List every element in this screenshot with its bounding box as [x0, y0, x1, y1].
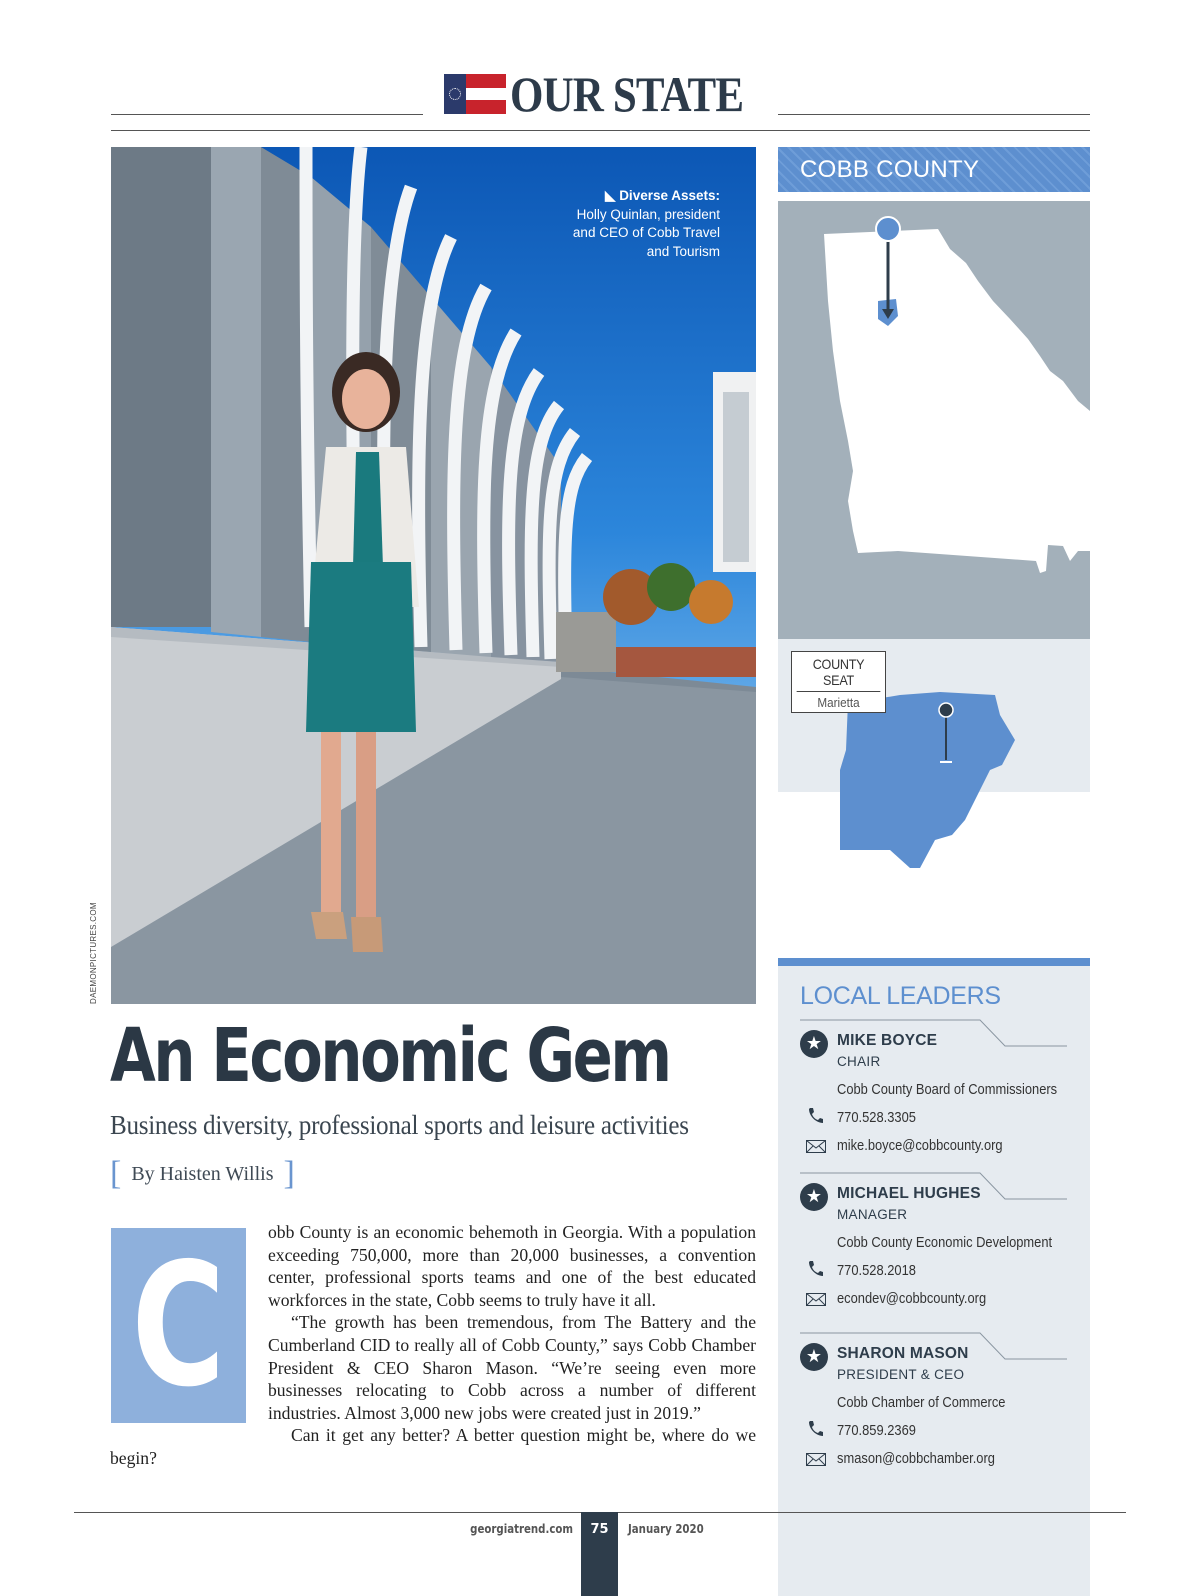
section-title-text: OUR STATE: [510, 66, 744, 122]
drop-cap-letter: C: [131, 1226, 226, 1425]
leader-email[interactable]: econdev@cobbcounty.org: [837, 1290, 987, 1307]
local-leaders-panel: [778, 958, 1090, 1596]
photo-caption: [573, 187, 720, 261]
header-rule-right: [778, 114, 1090, 115]
paragraph: Can it get any better? A better question might be, where do we begin?: [110, 1425, 756, 1468]
county-title: COBB COUNTY: [800, 155, 980, 183]
leader-name: SHARON MASON: [837, 1345, 969, 1362]
byline: [110, 1155, 295, 1192]
caption-title: ◣ Diverse Assets:: [605, 188, 720, 203]
photo-credit: DAEMONPICTURES.COM: [89, 902, 98, 1004]
footer-issue: January 2020: [628, 1522, 704, 1536]
county-banner: [778, 147, 1090, 192]
phone-icon: [806, 1107, 824, 1125]
leader-role: PRESIDENT & CEO: [837, 1367, 965, 1382]
phone-icon: [806, 1260, 824, 1278]
leader-org: Cobb County Economic Development: [837, 1234, 1053, 1251]
leader-phone[interactable]: 770.859.2369: [837, 1422, 916, 1439]
email-icon: [806, 1293, 826, 1306]
page-number: 75: [581, 1512, 618, 1596]
email-icon: [806, 1140, 826, 1153]
email-icon: [806, 1453, 826, 1466]
caption-line: Holly Quinlan, president: [576, 206, 720, 222]
bracket-left: [: [110, 1155, 122, 1192]
leader-org: Cobb County Board of Commissioners: [837, 1081, 1058, 1098]
county-seat-value: Marietta: [817, 695, 860, 710]
feature-photo: [111, 147, 756, 1004]
deck: Business diversity, professional sports and leisure activities: [110, 1110, 689, 1140]
leader-role: CHAIR: [837, 1054, 881, 1069]
leader-name: MIKE BOYCE: [837, 1032, 938, 1049]
star-icon: ★: [800, 1343, 828, 1371]
paragraph: “The growth has been tremendous, from The Battery and the Cumberland CID to really all of Cobb County,” says Cobb Chamber President & CEO Sharon Mason. “We’re seeing even more businesses relocating to Cobb across a number of different industries. Almost 3,000 new jobs were created just in 2019.”: [268, 1312, 756, 1423]
caption-arrow-icon: ◣: [605, 188, 620, 203]
header-rule-full: [111, 130, 1090, 131]
leader-phone[interactable]: 770.528.3305: [837, 1109, 916, 1126]
byline-text: By Haisten Willis: [131, 1162, 274, 1185]
header-rule-left: [111, 114, 423, 115]
caption-line: and Tourism: [646, 243, 720, 259]
leader-email[interactable]: mike.boyce@cobbcounty.org: [837, 1137, 1003, 1154]
caption-line: and CEO of Cobb Travel: [572, 225, 720, 240]
section-title: [444, 66, 781, 122]
article-body: [110, 1221, 756, 1470]
headline: An Economic Gem: [110, 1013, 670, 1099]
footer-website[interactable]: georgiatrend.com: [470, 1522, 573, 1536]
leader-name: MICHAEL HUGHES: [837, 1185, 981, 1202]
georgia-flag-icon: [444, 74, 506, 114]
leader-phone[interactable]: 770.528.2018: [837, 1262, 916, 1279]
star-icon: ★: [800, 1030, 828, 1058]
county-seat-label: COUNTY SEAT: [797, 652, 881, 692]
photo-illustration: [111, 147, 756, 1004]
star-icon: ★: [800, 1183, 828, 1211]
bracket-right: ]: [283, 1155, 295, 1192]
paragraph: obb County is an economic behemoth in Georgia. With a population exceeding 750,000, more than 20,000 businesses, a convention center, professional sports teams and one of the best educated workforces in the state, Cobb seems to truly have it all.: [268, 1222, 756, 1310]
local-leaders-title: LOCAL LEADERS: [800, 982, 1001, 1010]
georgia-state-map: [778, 201, 1090, 639]
leader-email[interactable]: smason@cobbchamber.org: [837, 1450, 995, 1467]
cobb-county-map: [840, 690, 1025, 890]
leader-org: Cobb Chamber of Commerce: [837, 1394, 1006, 1411]
phone-icon: [806, 1420, 824, 1438]
leader-role: MANAGER: [837, 1207, 908, 1222]
georgia-map: [778, 201, 1090, 639]
county-seat-box: [791, 651, 886, 713]
